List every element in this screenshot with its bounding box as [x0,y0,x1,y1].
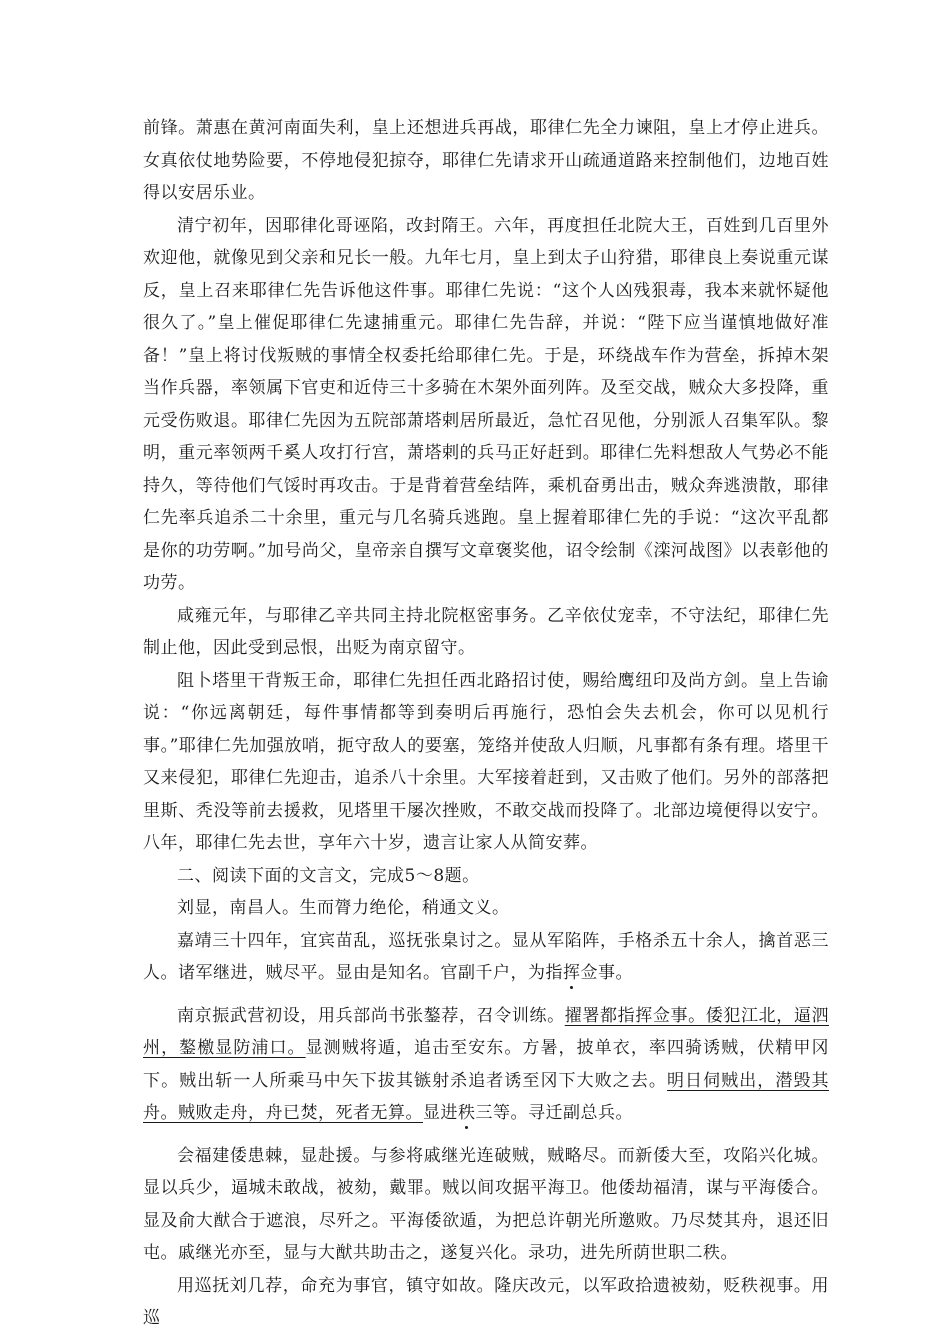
paragraph-jiajing [143,925,829,990]
spacer [143,1130,829,1140]
paragraph-fujian: 会福建倭患棘，显赴援。与参将戚继光连破贼，贼略尽。而新倭大至，攻陷兴化城。显以兵少，逼城未敢战，被劾，戴罪。贼以间攻据平海卫。他倭劫福清，谋与平海倭合。显及俞大猷合于遮浪，尽歼之。平海倭欲遁，为把总许朝光所邀败。乃尽焚其舟，退还旧屯。戚继光亦至，显与大猷共助击之，遂复兴化。录功，进先所荫世职二秩。 [143,1145,829,1263]
dotted-term-zhi: 秩 [458,1103,476,1123]
underlined-sentence-1: 擢署都指挥佥事。倭犯江北，逼泗州，鏊檄显防浦口。 [143,1005,829,1058]
paragraph-1: 前锋。萧惠在黄河南面失利，皇上还想进兵再战，耶律仁先全力谏阻，皇上才停止进兵。女真依仗地势险要，不停地侵犯掠夺，耶律仁先请求开山疏通道路来控制他们，边地百姓得以安居乐业。 [143,118,829,203]
paragraph-nanjing [143,1000,829,1130]
text-segment: 南京振武营初设，用兵部尚书张鏊荐，召令训练。 [177,1005,565,1026]
paragraph-liu-ji: 用巡抚刘几荐，命充为事官，镇守如故。隆庆改元，以军政拾遗被劾，贬秩视事。用巡 [143,1275,829,1328]
text-segment: 嘉靖三十四年，宜宾苗乱，巡抚张臬讨之。显从军陷阵，手格杀五十余人，擒首恶三人。诸军继进，贼尽平。显由是知名。官副千户，为 [143,930,829,983]
text-segment: 显测贼将遁，追击至安东。方暑，披单衣，率四骑诱贼，伏精甲冈下。贼出斩一人所乘马中矢下拔其镞射杀追者诱至冈下大败之去。 [143,1038,829,1091]
underlined-sentence-2: 明日伺贼出，潜毁其舟。贼败走舟，舟已焚，死者无算。 [143,1070,830,1123]
paragraph-3: 咸雍元年，与耶律乙辛共同主持北院枢密事务。乙辛依仗宠幸，不守法纪，耶律仁先制止他，因此受到忌恨，出贬为南京留守。 [143,605,829,658]
text-segment: 显进 [423,1103,458,1123]
paragraph-2: 清宁初年，因耶律化哥诬陷，改封隋王。六年，再度担任北院大王，百姓到几百里外欢迎他，就像见到父亲和兄长一般。九年七月，皇上到太子山狩猎，耶律良上奏说重元谋反，皇上召来耶律仁先告诉他这件事。耶律仁先说：“这个人凶残狠毒，我本来就怀疑他很久了。”皇上催促耶律仁先逮捕重元。耶律仁先告辞，并说：“陛下应当谨慎地做好准备！”皇上将讨伐叛贼的事情全权委托给耶律仁先。于是，环绕战车作为营垒，拆掉木架当作兵器，率领属下官吏和近侍三十多骑在木架外面列阵。及至交战，贼众大多投降，重元受伤败退。耶律仁先因为五院部萧塔剌居所最近，急忙召见他，分别派人召集军队。黎明，重元率领两千奚人攻打行宫，萧塔剌的兵马正好赶到。耶律仁先料想敌人气势必不能持久，等待他们气馁时再攻击。于是背着营垒结阵，乘机奋勇出击，贼众奔逃溃散，耶律仁先率兵追杀二十余里，重元与几名骑兵逃跑。皇上握着耶律仁先的手说：“这次平乱都是你的功劳啊。”加号尚父，皇帝亲自撰写文章褒奖他，诏令绘制《滦河战图》以表彰他的功劳。 [143,215,829,593]
dotted-term-zhihui-qianshi: 指挥佥 [545,963,598,983]
text-segment: 事。 [598,963,633,983]
document-page [143,112,829,1335]
text-segment: 三等。寻迁副总兵。 [475,1103,633,1123]
paragraph-4: 阻卜塔里干背叛王命，耶律仁先担任西北路招讨使，赐给鹰纽印及尚方剑。皇上告谕说：“你远离朝廷，每件事情都等到奏明后再施行，恐怕会失去机会，你可以见机行事。”耶律仁先加强放哨，扼守敌人的要塞，笼络并使敌人归顺，凡事都有条有理。塔里干又来侵犯，耶律仁先迎击，追杀八十余里。大军接着赶到，又击败了他们。另外的部落把里斯、秃没等前去援救，见塔里干屡次挫败，不敢交战而投降了。北部边境便得以安宁。八年，耶律仁先去世，享年六十岁，遗言让家人从简安葬。 [143,670,829,853]
question-heading: 二、阅读下面的文言文，完成5～8题。 [177,865,480,886]
paragraph-liu-xian-intro: 刘显，南昌人。生而膂力绝伦，稍通文义。 [177,898,510,918]
spacer [143,990,829,1000]
